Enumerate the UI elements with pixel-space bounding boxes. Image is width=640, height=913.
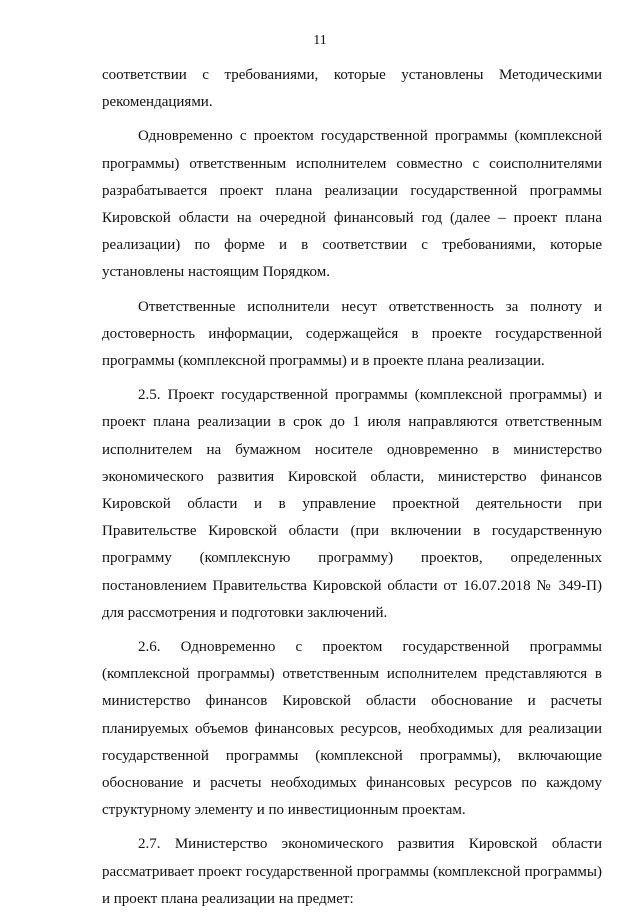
page-number: 11 [313,33,327,48]
paragraph-continuation: соответствии с требованиями, которые установлены Методическими рекомендациями. [102,67,602,111]
paragraph-responsibility: Ответственные исполнители несут ответственность за полноту и достоверность информации, содержащейся в проекте государственной программы (комплексной программы) и в проекте плана реализации. [102,298,602,370]
document-body [102,62,602,913]
paragraph-implementation-plan: Одновременно с проектом государственной программы (комплексной программы) ответственным исполнителем совместно с соисполнителями разрабатывается проект плана реализации государственной программы Кировской области на очередной финансовый год (далее – проект плана реализации) по форме и в соответствии с требованиями, которые установлены настоящим Порядком. [102,128,602,281]
paragraph-2-7: 2.7. Министерство экономического развития Кировской области рассматривает проект государственной программы (комплексной программы) и проект плана реализации на предмет: [102,836,602,907]
paragraph-2-6: 2.6. Одновременно с проектом государственной программы (комплексной программы) ответственным исполнителем представляются в министерство финансов Кировской области обоснование и расчеты планируемых объемов финансовых ресурсов, необходимых для реализации государственной программы (комплексной программы), включающие обоснование и расчеты необходимых финансовых ресурсов по каждому структурному элементу и по инвестиционным проектам. [102,639,602,819]
paragraph-2-5: 2.5. Проект государственной программы (комплексной программы) и проект плана реализации в срок до 1 июля направляются ответственным исполнителем на бумажном носителе одновременно в министерство экономического развития Кировской области, министерство финансов Кировской области и в управление проектной деятельности при Правительстве Кировской области (при включении в государственную программу (комплексную программу) проектов, определенных постановлением Правительства Кировской области от 16.07.2018 № 349-П) для рассмотрения и подготовки заключений. [102,387,602,621]
